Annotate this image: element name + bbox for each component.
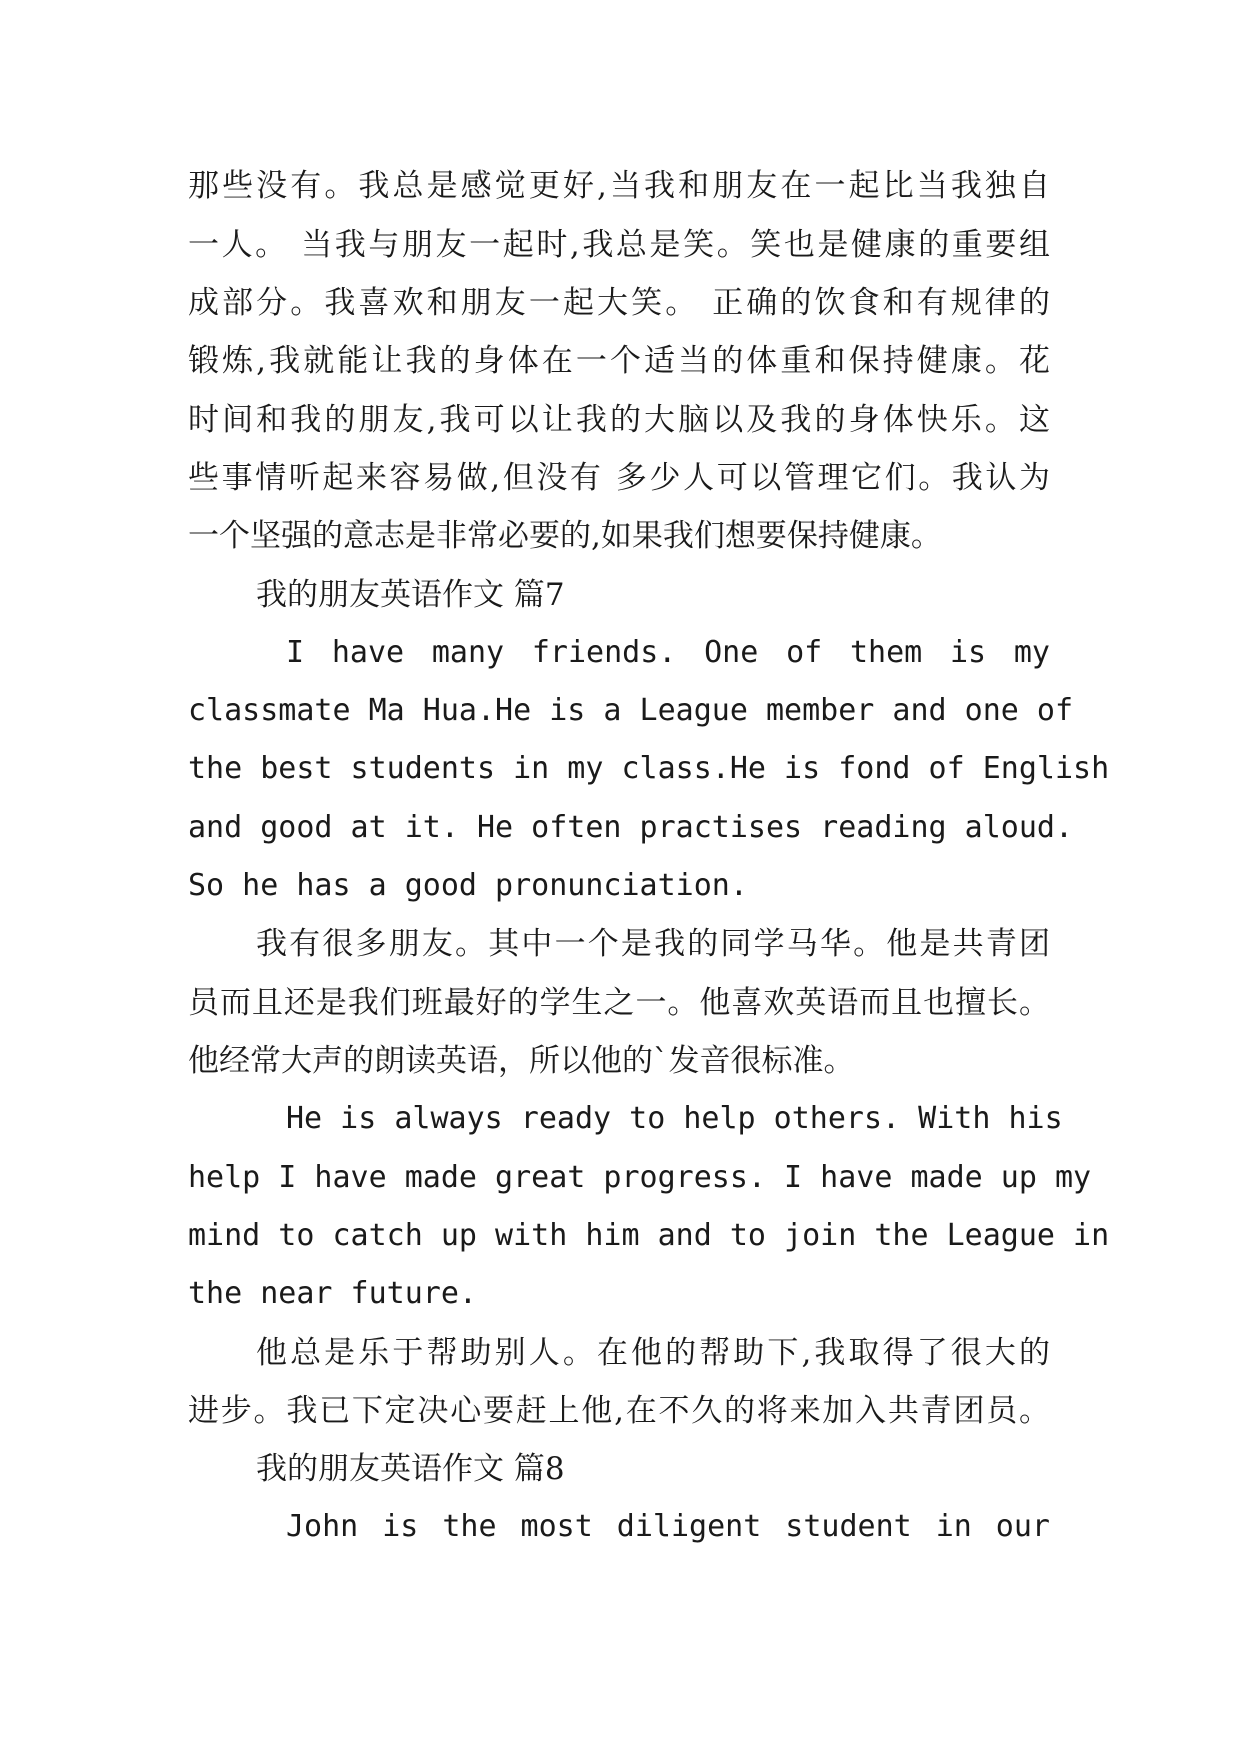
paragraph-line: I have many friends. One of them is my: [286, 635, 1050, 670]
paragraph-line: 我有很多朋友。其中一个是我的同学马华。他是共青团: [256, 926, 1050, 962]
paragraph-line: 些事情听起来容易做,但没有 多少人可以管理它们。我认为: [188, 460, 1050, 496]
paragraph-line: John is the most diligent student in our: [286, 1509, 1050, 1544]
paragraph-line: the best students in my class.He is fond of English: [188, 751, 1110, 786]
paragraph-line: 他总是乐于帮助别人。在他的帮助下,我取得了很大的: [256, 1335, 1050, 1371]
paragraph-line: 锻炼,我就能让我的身体在一个适当的体重和保持健康。花: [188, 343, 1050, 379]
paragraph-line: 他经常大声的朗读英语，所以他的`发音很标准。: [188, 1043, 855, 1079]
paragraph-line: 员而且还是我们班最好的学生之一。他喜欢英语而且也擅长。: [188, 985, 1050, 1021]
paragraph-line: classmate Ma Hua.He is a League member and one of: [188, 693, 1074, 728]
paragraph-line: 时间和我的朋友,我可以让我的大脑以及我的身体快乐。这: [188, 402, 1050, 438]
section-heading: 我的朋友英语作文 篇8: [256, 1451, 565, 1487]
paragraph-line: 成部分。我喜欢和朋友一起大笑。 正确的饮食和有规律的: [188, 285, 1050, 321]
paragraph-line: 进步。我已下定决心要赶上他,在不久的将来加入共青团员。: [188, 1393, 1050, 1429]
paragraph-line: 那些没有。我总是感觉更好,当我和朋友在一起比当我独自: [188, 168, 1050, 204]
paragraph-line: help I have made great progress. I have made up my: [188, 1160, 1092, 1195]
paragraph-line: 一个坚强的意志是非常必要的,如果我们想要保持健康。: [188, 518, 942, 554]
paragraph-line: and good at it. He often practises reading aloud.: [188, 810, 1074, 845]
paragraph-line: He is always ready to help others. With his: [286, 1101, 1063, 1136]
paragraph-line: mind to catch up with him and to join the League in: [188, 1218, 1110, 1253]
paragraph-line: the near future.: [188, 1276, 477, 1311]
section-heading: 我的朋友英语作文 篇7: [256, 577, 565, 613]
paragraph-line: 一人。 当我与朋友一起时,我总是笑。笑也是健康的重要组: [188, 227, 1050, 263]
paragraph-line: So he has a good pronunciation.: [188, 868, 748, 903]
